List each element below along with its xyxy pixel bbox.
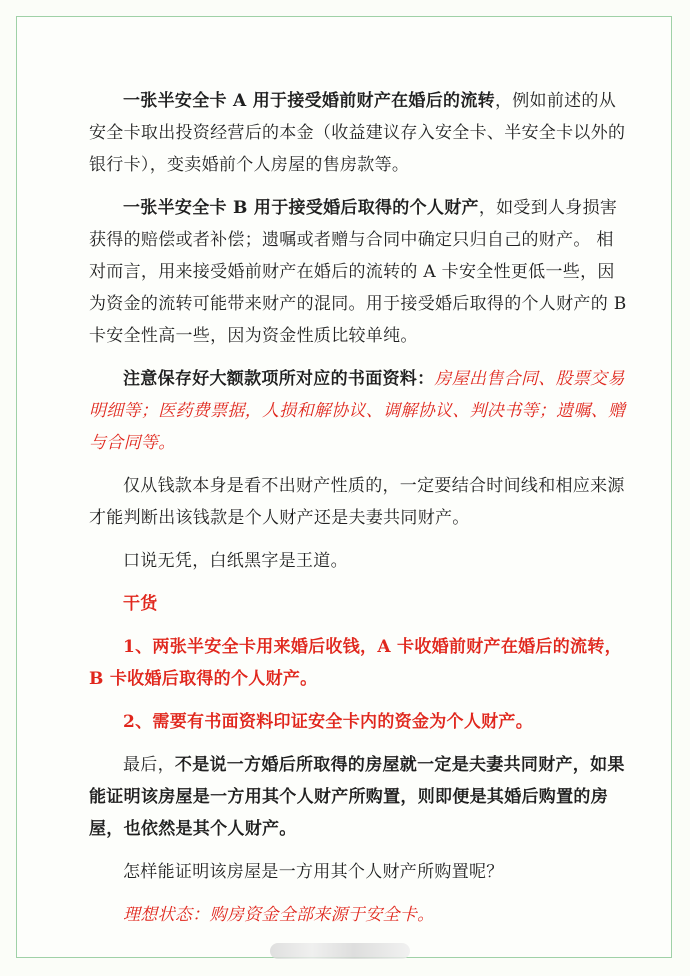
takeaway-2: 2、需要有书面资料印证安全卡内的资金为个人财产。 [123,712,534,732]
card-b-text: ，如受到人身损害获得的赔偿或者补偿；遗嘱或者赠与合同中确定只归自己的财产。 相对而言，用来接受婚前财产在婚后的流转的 A 卡安全性更低一些，因为资金的流转可能带来财产的混同。用于接受婚后取得的个人财产的 B 卡安全性高一些，因为资金性质比较单纯。 [89,198,627,346]
house-lead: 最后， [123,755,175,775]
documents-list: 房屋出售合同、股票交易明细等；医药费票据，人损和解协议、调解协议、判决书等；遗嘱、赠与合同等。 [89,369,626,453]
card-a-text: ，例如前述的从安全卡取出投资经营后的本金（收益建议存入安全卡、半安全卡以外的银行卡），变卖婚前个人房屋的售房款等。 [89,91,626,175]
card-b-heading: 一张半安全卡 B 用于接受婚后取得的个人财产 [123,198,479,218]
paragraph-card-a [89,85,629,181]
card-a-heading: 一张半安全卡 A 用于接受婚前财产在婚后的流转 [123,91,495,111]
house-emphasis: 不是说一方婚后所取得的房屋就一定是夫妻共同财产，如果能证明该房屋是一方用其个人财产所购置，则即便是其婚后购置的房屋，也依然是其个人财产。 [89,755,625,839]
watermark [270,943,410,959]
document-body [89,85,629,942]
section-title-takeaways: 干货 [123,594,158,614]
page-frame [16,16,672,958]
paragraph-house [89,749,629,845]
takeaway-1: 1、两张半安全卡用来婚后收钱，A 卡收婚前财产在婚后的流转，B 卡收婚后取得的个人财产。 [89,637,622,689]
paragraph-question: 怎样能证明该房屋是一方用其个人财产所购置呢？ [123,862,504,882]
paragraph-ideal: 理想状态：购房资金全部来源于安全卡。 [123,905,435,925]
paragraph-documents [89,363,629,459]
paragraph-card-b [89,192,629,352]
paragraph-timeline: 仅从钱款本身是看不出财产性质的，一定要结合时间线和相应来源才能判断出该钱款是个人财产还是夫妻共同财产。 [89,476,625,528]
paragraph-proverb: 口说无凭，白纸黑字是王道。 [123,551,348,571]
documents-heading: 注意保存好大额款项所对应的书面资料： [123,369,435,389]
